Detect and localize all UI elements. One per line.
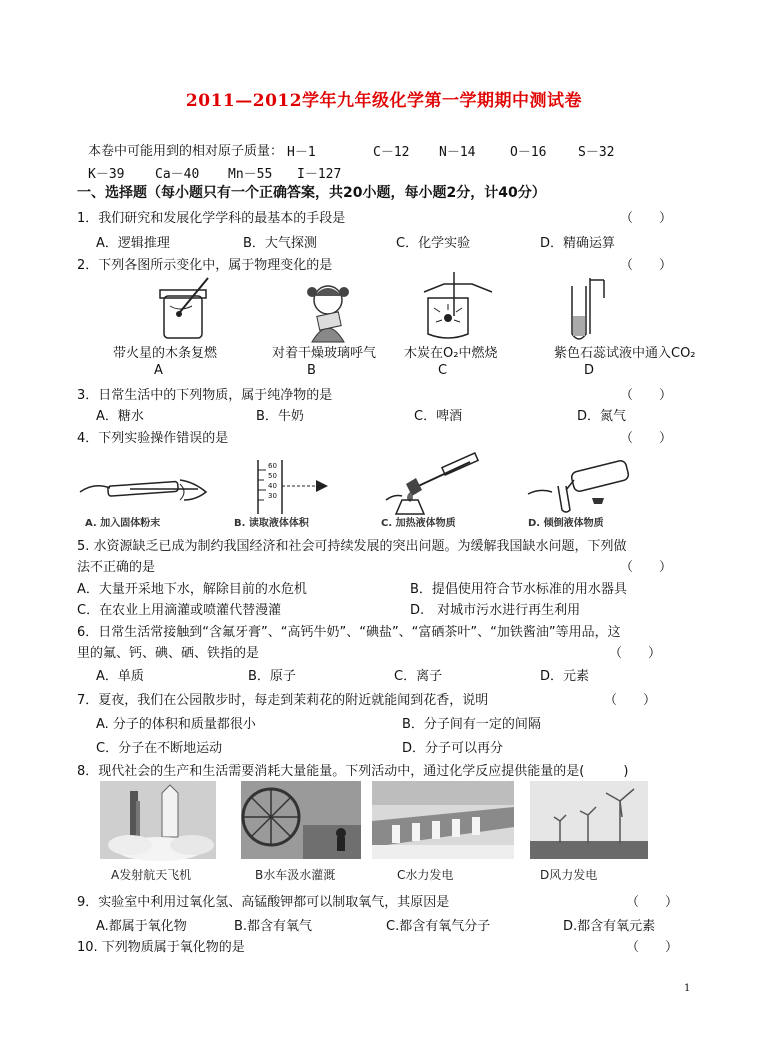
mass-o: O－16 [510,145,547,160]
q1-option-d[interactable]: D．精确运算 [540,236,616,251]
charcoal-burning-icon [418,272,478,342]
q5-option-a[interactable]: A．大量开采地下水，解除目前的水危机 [77,582,307,597]
q5-stem-line1: 5. 水资源缺乏已成为制约我国经济和社会可持续发展的突出问题。为缓解我国缺水问题，下列做 [77,539,627,554]
q4-caption-c: C. 加热液体物质 [381,518,456,529]
wind-turbine-photo [530,781,648,859]
mass-n: N－14 [439,145,476,160]
q2-caption-d: 紫色石蕊试液中通入CO₂ [554,346,696,361]
q9-option-c[interactable]: C.都含有氧气分子 [386,919,491,934]
q3-option-a[interactable]: A．糖水 [96,409,144,424]
q2-caption-c: 木炭在O₂中燃烧 [404,346,498,361]
q2-caption-a: 带火星的木条复燃 [113,346,218,361]
scale-30: 30 [268,492,277,500]
q5-option-c[interactable]: C．在农业上用滴灌或喷灌代替漫灌 [77,603,282,618]
q3-option-d[interactable]: D．氮气 [577,409,627,424]
girl-breathing-icon [298,280,362,344]
q3-option-b[interactable]: B．牛奶 [256,409,304,424]
q2-answer-blank[interactable]: （ ） [620,258,673,273]
test-tube-icon [564,278,614,344]
q9-stem: 9．实验室中利用过氧化氢、高锰酸钾都可以制取氧气，其原因是 [77,895,450,910]
q9-option-b[interactable]: B.都含有氧气 [234,919,313,934]
scale-50: 50 [268,472,277,480]
q2-letter-a[interactable]: A [154,363,163,378]
q1-option-c[interactable]: C．化学实验 [396,236,471,251]
mass-k: K－39 [88,167,125,182]
q4-answer-blank[interactable]: （ ） [620,431,673,446]
powder-spatula-icon [80,470,210,510]
graduated-cylinder-icon [252,458,336,514]
q1-option-a[interactable]: A．逻辑推理 [96,236,170,251]
heating-liquid-icon [384,456,484,518]
scale-60: 60 [268,462,277,470]
q2-caption-b: 对着干燥玻璃呼气 [272,346,377,361]
page-number: 1 [684,983,691,994]
q7-stem: 7．夏夜，我们在公园散步时，每走到茉莉花的附近就能闻到花香，说明 [77,693,489,708]
q1-option-b[interactable]: B．大气探测 [243,236,317,251]
splint-jar-icon [150,276,220,342]
scale-40: 40 [268,482,277,490]
q7-option-a[interactable]: A. 分子的体积和质量都很小 [96,717,256,732]
space-shuttle-photo [100,781,216,859]
pouring-liquid-icon [528,458,638,514]
q9-option-d[interactable]: D.都含有氧元素 [563,919,656,934]
waterwheel-photo [241,781,361,859]
mass-mn: Mn－55 [228,167,273,182]
section-heading: 一、选择题（每小题只有一个正确答案，共20小题，每小题2分，计40分） [77,185,546,201]
q5-option-d[interactable]: D. 对城市污水进行再生利用 [410,603,581,618]
q2-letter-b[interactable]: B [307,363,316,378]
q4-caption-d: D. 倾倒液体物质 [528,518,604,529]
q5-option-b[interactable]: B．提倡使用符合节水标准的用水器具 [410,582,627,597]
q1-answer-blank[interactable]: （ ） [620,211,673,226]
q3-answer-blank[interactable]: （ ） [620,388,673,403]
q7-option-c[interactable]: C．分子在不断地运动 [96,741,223,756]
q3-option-c[interactable]: C．啤酒 [414,409,463,424]
hydropower-dam-photo [372,781,514,859]
q9-option-a[interactable]: A.都属于氧化物 [96,919,187,934]
atomic-mass-label: 本卷中可能用到的相对原子质量： [88,144,284,159]
mass-h: H－1 [287,145,316,160]
q6-option-a[interactable]: A．单质 [96,669,144,684]
q2-letter-d[interactable]: D [584,363,595,378]
q8-stem: 8．现代社会的生产和生活需要消耗大量能量。下列活动中，通过化学反应提供能量的是( ) [77,764,629,779]
q4-stem: 4．下列实验操作错误的是 [77,431,229,446]
q6-option-b[interactable]: B．原子 [248,669,296,684]
q5-stem-line2: 法不正确的是 [77,560,156,575]
q3-stem: 3．日常生活中的下列物质，属于纯净物的是 [77,388,333,403]
q4-caption-a: A. 加入固体粉末 [85,518,161,529]
q5-answer-blank[interactable]: （ ） [620,560,673,575]
q8-caption-c[interactable]: C水力发电 [397,868,454,882]
q8-caption-a[interactable]: A发射航天飞机 [111,868,192,882]
page-title: 2011—2012学年九年级化学第一学期期中测试卷 [185,91,583,111]
q10-stem: 10. 下列物质属于氧化物的是 [77,940,245,955]
q7-answer-blank[interactable]: （ ） [604,693,657,708]
q6-answer-blank[interactable]: （ ） [609,646,662,661]
q6-option-d[interactable]: D．元素 [540,669,590,684]
q2-stem: 2．下列各图所示变化中，属于物理变化的是 [77,258,333,273]
mass-s: S－32 [578,145,615,160]
mass-i: I－127 [297,167,342,182]
q7-option-b[interactable]: B．分子间有一定的间隔 [402,717,541,732]
q6-stem-line2: 里的氟、钙、碘、硒、铁指的是 [77,646,260,661]
q9-answer-blank[interactable]: （ ） [626,895,679,910]
q4-caption-b: B. 读取液体体积 [234,518,309,529]
q6-stem-line1: 6．日常生活常接触到“含氟牙膏”、“高钙牛奶”、“碘盐”、“富硒茶叶”、“加铁酱油”等用品，这 [77,625,621,640]
q10-answer-blank[interactable]: （ ） [626,940,679,955]
q8-caption-b[interactable]: B水车汲水灌溉 [255,868,336,882]
q7-option-d[interactable]: D．分子可以再分 [402,741,504,756]
q1-stem: 1．我们研究和发展化学学科的最基本的手段是 [77,211,346,226]
q6-option-c[interactable]: C．离子 [394,669,443,684]
mass-c: C－12 [373,145,410,160]
q2-letter-c[interactable]: C [438,363,448,378]
q8-caption-d[interactable]: D风力发电 [540,868,598,882]
mass-ca: Ca－40 [155,167,200,182]
